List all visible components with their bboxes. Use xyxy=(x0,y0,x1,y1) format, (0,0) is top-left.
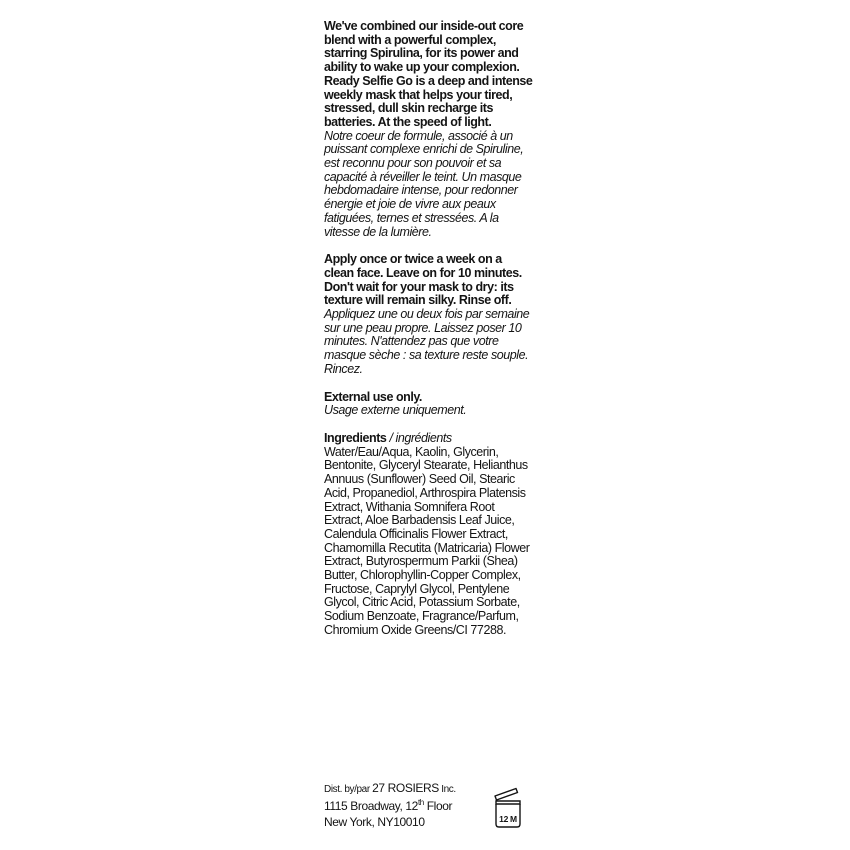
directions-english: Apply once or twice a week on a clean face. Leave on for 10 minutes. Don't wait for your mask to dry: its texture will remain silky. Rinse off. xyxy=(324,252,522,308)
distributor-name: 27 ROSIERS xyxy=(372,781,439,795)
street-ordinal: th xyxy=(417,798,424,807)
street-address: 1115 Broadway, 12 xyxy=(324,799,418,813)
city-line: New York, NY10010 xyxy=(324,815,425,829)
distributor-suffix: Inc. xyxy=(438,784,456,795)
ingredients-list: Water/Eau/Aqua, Kaolin, Glycerin, Bentonite, Glyceryl Stearate, Helianthus Annuus (Sunflower) Seed Oil, Stearic Acid, Propanediol, Arthrospira Platensis Extract, Withania Somnifera Root Extract, Aloe Barbadensis Leaf Juice, Calendula Officinalis Flower Extract, Chamomilla Recutita (Matricaria) Flower Extract, Butyrospermum Parkii (Shea) Butter, Chlorophyllin-Copper Complex, Fructose, Caprylyl Glycol, Pentylene Glycol, Citric Acid, Potassium Sorbate, Sodium Benzoate, Fragrance/Parfum, Chromium Oxide Greens/CI 77288. xyxy=(324,444,530,637)
ingredients-block xyxy=(324,432,534,638)
warning-block xyxy=(324,391,534,418)
label-panel xyxy=(324,20,534,652)
ingredients-label-english: Ingredients xyxy=(324,430,387,445)
distributor-address xyxy=(324,780,474,830)
period-after-opening-symbol xyxy=(492,786,524,830)
ingredients-label-french: / ingrédients xyxy=(386,430,452,445)
distributor-prefix: Dist. by/par xyxy=(324,784,373,795)
street-line xyxy=(324,798,474,814)
directions-block xyxy=(324,253,534,376)
period-after-opening-label: 12 M xyxy=(499,814,517,824)
warning-english: External use only. xyxy=(324,389,422,404)
distributor-line xyxy=(324,780,474,798)
description-french: Notre coeur de formule, associé à un puissant complexe enrichi de Spiruline, est reconnu pour son pouvoir et sa capacité à réveiller le teint. Un masque hebdomadaire intense, pour redonner énergie et joie de vivre aux peaux fatiguées, ternes et stressées. A la vitesse de la lumière. xyxy=(324,128,524,239)
street-floor: Floor xyxy=(423,799,453,813)
description-block xyxy=(324,20,534,239)
warning-french: Usage externe uniquement. xyxy=(324,403,467,418)
description-english: We've combined our inside-out core blend with a powerful complex, starring Spirulina, for its power and ability to wake up your complexion. Ready Selfie Go is a deep and intense weekly mask that helps your tired, stressed, dull skin recharge its batteries. At the speed of light. xyxy=(324,19,533,129)
directions-french: Appliquez une ou deux fois par semaine sur une peau propre. Laissez poser 10 minutes. N'attendez pas que votre masque sèche : sa texture reste souple. Rincez. xyxy=(324,307,530,376)
ingredients-heading xyxy=(324,432,534,446)
